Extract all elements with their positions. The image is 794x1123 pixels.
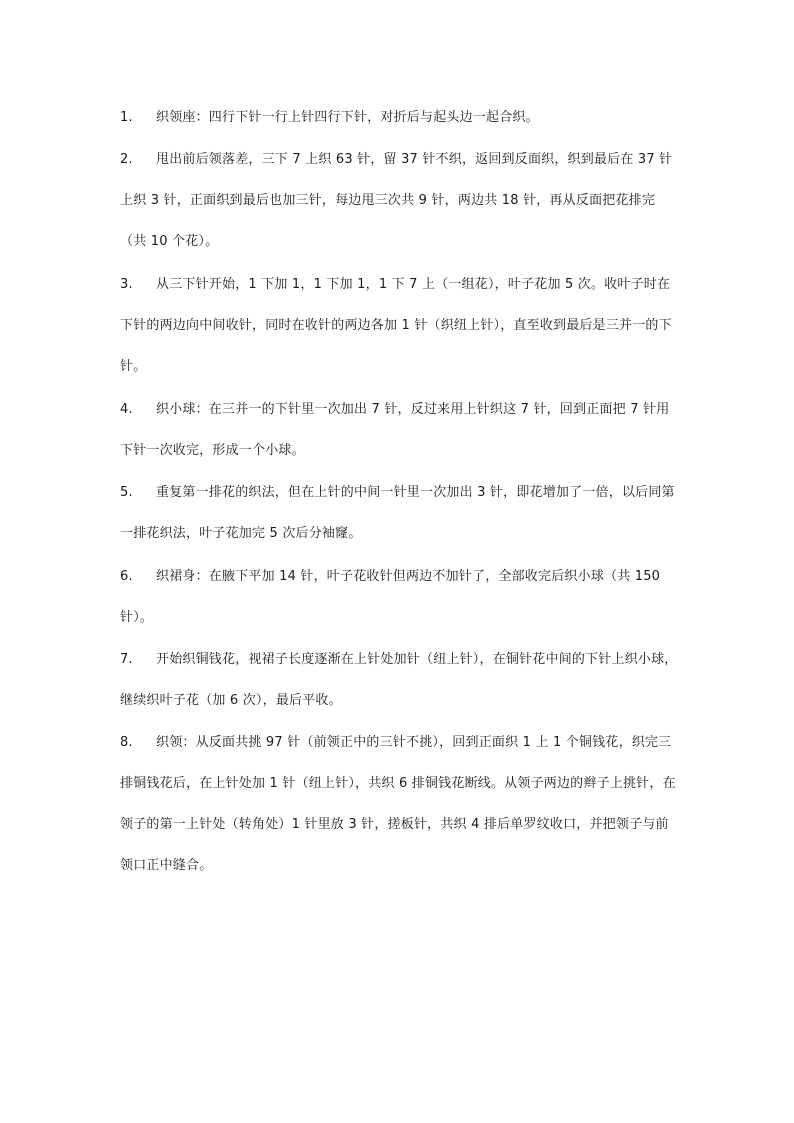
step-number: 6. bbox=[120, 569, 133, 584]
instruction-step-3 bbox=[120, 264, 680, 387]
step-text: 织领座：四行下针一行上针四行下针，对折后与起头边一起合织。 bbox=[156, 110, 539, 125]
instruction-step-1 bbox=[120, 97, 680, 138]
step-text: 织裙身：在腋下平加 14 针，叶子花收针但两边不加针了，全部收完后织小球（共 150 针）。 bbox=[120, 569, 661, 625]
step-number: 7. bbox=[120, 652, 133, 667]
instruction-step-7 bbox=[120, 639, 680, 721]
instruction-step-2 bbox=[120, 139, 680, 262]
step-text: 开始织铜钱花，视裙子长度逐渐在上针处加针（纽上针），在铜针花中间的下针上织小球，继续织叶子花（加 6 次），最后平收。 bbox=[120, 652, 678, 708]
step-number: 8. bbox=[120, 735, 133, 750]
step-number: 5. bbox=[120, 485, 133, 500]
step-text: 从三下针开始，1 下加 1，1 下加 1，1 下 7 上（一组花），叶子花加 5 次。收叶子时在下针的两边向中间收针，同时在收针的两边各加 1 针（织纽上针），直至收到最后是三并一的下针。 bbox=[120, 277, 672, 374]
instruction-step-5 bbox=[120, 472, 680, 554]
instruction-step-8 bbox=[120, 722, 680, 886]
step-number: 1. bbox=[120, 110, 133, 125]
instruction-step-4 bbox=[120, 389, 680, 471]
instruction-step-6 bbox=[120, 556, 680, 638]
step-text: 重复第一排花的织法，但在上针的中间一针里一次加出 3 针，即花增加了一倍，以后同第一排花织法，叶子花加完 5 次后分袖窿。 bbox=[120, 485, 675, 541]
step-text: 织领：从反面共挑 97 针（前领正中的三针不挑），回到正面织 1 上 1 个铜钱花，织完三排铜钱花后，在上针处加 1 针（纽上针），共织 6 排铜钱花断线。从领子两边的辫子上挑针，在领子的第一上针处（转角处）1 针里放 3 针，搓板针，共织 4 排后单罗纹收口，并把领子与前领口正中缝合。 bbox=[120, 735, 676, 873]
step-number: 2. bbox=[120, 152, 133, 167]
step-number: 3. bbox=[120, 277, 133, 292]
step-number: 4. bbox=[120, 402, 133, 417]
step-text: 甩出前后领落差，三下 7 上织 63 针，留 37 针不织，返回到反面织，织到最后在 37 针上织 3 针，正面织到最后也加三针，每边甩三次共 9 针，两边共 18 针，再从反面把花排完（共 10 个花）。 bbox=[120, 152, 673, 249]
step-text: 织小球：在三并一的下针里一次加出 7 针，反过来用上针织这 7 针，回到正面把 7 针用下针一次收完，形成一个小球。 bbox=[120, 402, 670, 458]
